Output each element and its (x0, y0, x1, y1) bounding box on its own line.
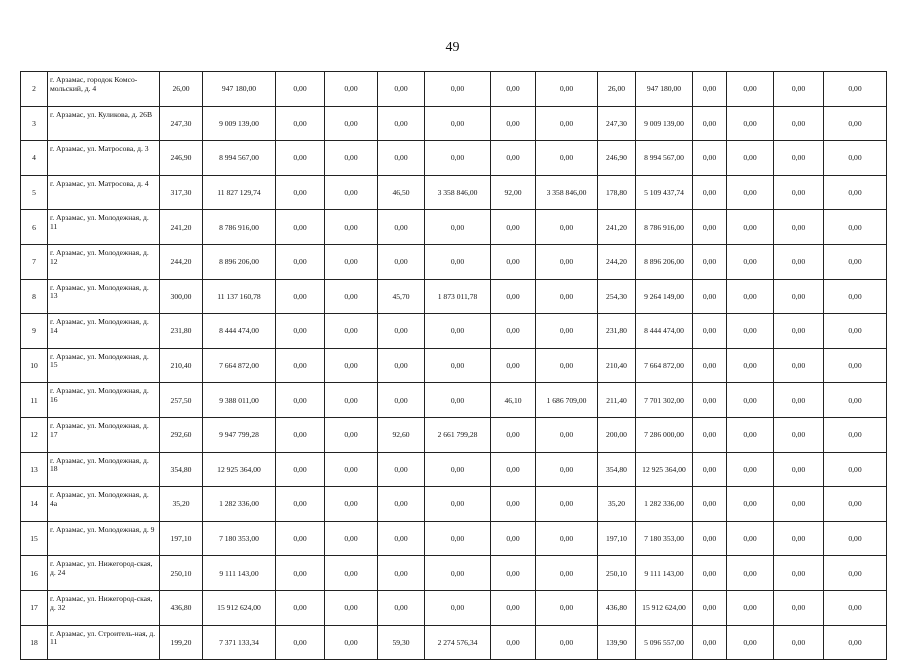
value-cell: 0,00 (727, 383, 774, 418)
value-cell: 0,00 (824, 383, 887, 418)
value-cell: 241,20 (160, 210, 203, 245)
value-cell: 0,00 (727, 452, 774, 487)
row-number: 16 (21, 556, 48, 591)
value-cell: 0,00 (325, 417, 378, 452)
value-cell: 0,00 (325, 521, 378, 556)
value-cell: 0,00 (693, 348, 727, 383)
value-cell: 0,00 (824, 244, 887, 279)
table-row (21, 106, 887, 141)
value-cell: 0,00 (276, 521, 325, 556)
value-cell: 0,00 (425, 383, 491, 418)
table-row (21, 244, 887, 279)
value-cell: 0,00 (536, 141, 598, 176)
value-cell: 0,00 (693, 210, 727, 245)
row-number: 17 (21, 590, 48, 625)
value-cell: 250,10 (160, 556, 203, 591)
row-number: 4 (21, 141, 48, 176)
value-cell: 0,00 (727, 521, 774, 556)
value-cell: 0,00 (693, 556, 727, 591)
value-cell: 0,00 (276, 72, 325, 107)
value-cell: 9 111 143,00 (636, 556, 693, 591)
value-cell: 0,00 (425, 348, 491, 383)
value-cell: 0,00 (536, 590, 598, 625)
value-cell: 0,00 (378, 487, 425, 522)
value-cell: 0,00 (693, 106, 727, 141)
value-cell: 0,00 (824, 556, 887, 591)
value-cell: 0,00 (276, 383, 325, 418)
value-cell: 0,00 (325, 487, 378, 522)
value-cell: 0,00 (536, 417, 598, 452)
value-cell: 0,00 (491, 556, 536, 591)
row-number: 15 (21, 521, 48, 556)
table-row (21, 72, 887, 107)
value-cell: 0,00 (693, 279, 727, 314)
value-cell: 0,00 (824, 314, 887, 349)
table-row (21, 521, 887, 556)
value-cell: 7 664 872,00 (203, 348, 276, 383)
value-cell: 0,00 (536, 452, 598, 487)
value-cell: 0,00 (491, 141, 536, 176)
value-cell: 0,00 (536, 210, 598, 245)
value-cell: 0,00 (727, 314, 774, 349)
value-cell: 0,00 (727, 625, 774, 660)
value-cell: 0,00 (491, 314, 536, 349)
value-cell: 244,20 (598, 244, 636, 279)
value-cell: 0,00 (325, 556, 378, 591)
value-cell: 0,00 (425, 106, 491, 141)
value-cell: 0,00 (774, 590, 824, 625)
value-cell: 26,00 (160, 72, 203, 107)
value-cell: 0,00 (276, 417, 325, 452)
value-cell: 0,00 (727, 141, 774, 176)
value-cell: 0,00 (325, 348, 378, 383)
value-cell: 46,50 (378, 175, 425, 210)
value-cell: 0,00 (325, 625, 378, 660)
value-cell: 0,00 (727, 590, 774, 625)
value-cell: 0,00 (378, 244, 425, 279)
value-cell: 0,00 (824, 452, 887, 487)
value-cell: 0,00 (491, 244, 536, 279)
value-cell: 0,00 (491, 521, 536, 556)
value-cell: 197,10 (598, 521, 636, 556)
value-cell: 7 180 353,00 (203, 521, 276, 556)
value-cell: 9 009 139,00 (203, 106, 276, 141)
address-cell: г. Арзамас, ул. Строитель-ная, д. 11 (48, 625, 160, 660)
value-cell: 0,00 (378, 72, 425, 107)
page-number: 49 (445, 40, 460, 55)
address-cell: г. Арзамас, ул. Молодежная, д. 11 (48, 210, 160, 245)
value-cell: 300,00 (160, 279, 203, 314)
table-row (21, 141, 887, 176)
value-cell: 436,80 (598, 590, 636, 625)
table-row (21, 279, 887, 314)
value-cell: 7 664 872,00 (636, 348, 693, 383)
value-cell: 197,10 (160, 521, 203, 556)
value-cell: 0,00 (276, 556, 325, 591)
value-cell: 0,00 (491, 348, 536, 383)
value-cell: 0,00 (276, 590, 325, 625)
address-cell: г. Арзамас, ул. Молодежная, д. 4а (48, 487, 160, 522)
value-cell: 9 009 139,00 (636, 106, 693, 141)
value-cell: 1 686 709,00 (536, 383, 598, 418)
value-cell: 0,00 (325, 106, 378, 141)
value-cell: 0,00 (774, 279, 824, 314)
address-cell: г. Арзамас, городок Комсо-мольский, д. 4 (48, 72, 160, 107)
value-cell: 11 137 160,78 (203, 279, 276, 314)
value-cell: 0,00 (276, 210, 325, 245)
value-cell: 0,00 (727, 72, 774, 107)
value-cell: 354,80 (598, 452, 636, 487)
value-cell: 0,00 (824, 210, 887, 245)
value-cell: 0,00 (693, 521, 727, 556)
table-row (21, 383, 887, 418)
value-cell: 0,00 (536, 487, 598, 522)
value-cell: 0,00 (693, 72, 727, 107)
value-cell: 1 282 336,00 (203, 487, 276, 522)
table-row (21, 417, 887, 452)
value-cell: 0,00 (325, 244, 378, 279)
value-cell: 0,00 (824, 348, 887, 383)
value-cell: 0,00 (325, 590, 378, 625)
row-number: 12 (21, 417, 48, 452)
row-number: 6 (21, 210, 48, 245)
value-cell: 0,00 (774, 521, 824, 556)
value-cell: 0,00 (378, 210, 425, 245)
value-cell: 292,60 (160, 417, 203, 452)
value-cell: 0,00 (727, 487, 774, 522)
value-cell: 0,00 (693, 314, 727, 349)
value-cell: 0,00 (425, 590, 491, 625)
value-cell: 0,00 (378, 452, 425, 487)
value-cell: 0,00 (491, 72, 536, 107)
table-row (21, 314, 887, 349)
value-cell: 0,00 (727, 175, 774, 210)
value-cell: 0,00 (774, 314, 824, 349)
value-cell: 9 111 143,00 (203, 556, 276, 591)
value-cell: 1 873 011,78 (425, 279, 491, 314)
value-cell: 12 925 364,00 (203, 452, 276, 487)
value-cell: 0,00 (693, 417, 727, 452)
value-cell: 15 912 624,00 (636, 590, 693, 625)
value-cell: 0,00 (491, 590, 536, 625)
address-cell: г. Арзамас, ул. Молодежная, д. 12 (48, 244, 160, 279)
value-cell: 0,00 (325, 383, 378, 418)
value-cell: 11 827 129,74 (203, 175, 276, 210)
value-cell: 0,00 (727, 417, 774, 452)
address-cell: г. Арзамас, ул. Нижегород-ская, д. 32 (48, 590, 160, 625)
value-cell: 0,00 (824, 175, 887, 210)
table-row (21, 452, 887, 487)
value-cell: 0,00 (425, 141, 491, 176)
value-cell: 12 925 364,00 (636, 452, 693, 487)
value-cell: 0,00 (276, 141, 325, 176)
value-cell: 0,00 (824, 106, 887, 141)
value-cell: 0,00 (774, 487, 824, 522)
value-cell: 0,00 (774, 175, 824, 210)
value-cell: 35,20 (160, 487, 203, 522)
value-cell: 0,00 (536, 314, 598, 349)
value-cell: 0,00 (727, 210, 774, 245)
value-cell: 0,00 (536, 348, 598, 383)
value-cell: 0,00 (774, 348, 824, 383)
value-cell: 92,60 (378, 417, 425, 452)
value-cell: 0,00 (774, 141, 824, 176)
value-cell: 0,00 (491, 210, 536, 245)
value-cell: 0,00 (491, 417, 536, 452)
row-number: 9 (21, 314, 48, 349)
value-cell: 0,00 (378, 314, 425, 349)
value-cell: 0,00 (693, 141, 727, 176)
table-body (21, 72, 887, 660)
value-cell: 247,30 (160, 106, 203, 141)
value-cell: 9 264 149,00 (636, 279, 693, 314)
value-cell: 0,00 (727, 556, 774, 591)
value-cell: 26,00 (598, 72, 636, 107)
value-cell: 0,00 (378, 106, 425, 141)
data-table (20, 71, 887, 660)
value-cell: 7 286 000,00 (636, 417, 693, 452)
address-cell: г. Арзамас, ул. Молодежная, д. 15 (48, 348, 160, 383)
address-cell: г. Арзамас, ул. Молодежная, д. 17 (48, 417, 160, 452)
value-cell: 200,00 (598, 417, 636, 452)
value-cell: 246,90 (598, 141, 636, 176)
value-cell: 0,00 (425, 314, 491, 349)
value-cell: 0,00 (774, 106, 824, 141)
value-cell: 0,00 (824, 487, 887, 522)
value-cell: 231,80 (598, 314, 636, 349)
value-cell: 5 096 557,00 (636, 625, 693, 660)
value-cell: 0,00 (774, 417, 824, 452)
value-cell: 139,90 (598, 625, 636, 660)
value-cell: 199,20 (160, 625, 203, 660)
value-cell: 211,40 (598, 383, 636, 418)
value-cell: 0,00 (536, 521, 598, 556)
value-cell: 0,00 (276, 244, 325, 279)
address-cell: г. Арзамас, ул. Молодежная, д. 16 (48, 383, 160, 418)
value-cell: 0,00 (276, 106, 325, 141)
value-cell: 0,00 (425, 210, 491, 245)
row-number: 3 (21, 106, 48, 141)
address-cell: г. Арзамас, ул. Матросова, д. 3 (48, 141, 160, 176)
row-number: 10 (21, 348, 48, 383)
value-cell: 0,00 (425, 72, 491, 107)
value-cell: 0,00 (824, 521, 887, 556)
value-cell: 0,00 (378, 556, 425, 591)
value-cell: 178,80 (598, 175, 636, 210)
value-cell: 0,00 (824, 417, 887, 452)
value-cell: 0,00 (425, 452, 491, 487)
row-number: 2 (21, 72, 48, 107)
value-cell: 2 274 576,34 (425, 625, 491, 660)
value-cell: 0,00 (325, 279, 378, 314)
value-cell: 0,00 (536, 556, 598, 591)
value-cell: 0,00 (325, 452, 378, 487)
value-cell: 5 109 437,74 (636, 175, 693, 210)
address-cell: г. Арзамас, ул. Молодежная, д. 9 (48, 521, 160, 556)
value-cell: 257,50 (160, 383, 203, 418)
value-cell: 1 282 336,00 (636, 487, 693, 522)
value-cell: 0,00 (325, 175, 378, 210)
table-row (21, 625, 887, 660)
value-cell: 0,00 (824, 590, 887, 625)
value-cell: 0,00 (727, 348, 774, 383)
value-cell: 0,00 (276, 452, 325, 487)
value-cell: 0,00 (824, 72, 887, 107)
value-cell: 8 444 474,00 (636, 314, 693, 349)
value-cell: 0,00 (378, 141, 425, 176)
value-cell: 244,20 (160, 244, 203, 279)
value-cell: 947 180,00 (203, 72, 276, 107)
value-cell: 254,30 (598, 279, 636, 314)
value-cell: 0,00 (491, 487, 536, 522)
value-cell: 0,00 (693, 383, 727, 418)
value-cell: 0,00 (536, 244, 598, 279)
table-row (21, 487, 887, 522)
value-cell: 2 661 799,28 (425, 417, 491, 452)
value-cell: 210,40 (598, 348, 636, 383)
value-cell: 0,00 (824, 279, 887, 314)
value-cell: 0,00 (727, 244, 774, 279)
value-cell: 210,40 (160, 348, 203, 383)
value-cell: 35,20 (598, 487, 636, 522)
value-cell: 0,00 (774, 72, 824, 107)
value-cell: 250,10 (598, 556, 636, 591)
value-cell: 0,00 (378, 521, 425, 556)
value-cell: 0,00 (693, 244, 727, 279)
value-cell: 0,00 (693, 590, 727, 625)
address-cell: г. Арзамас, ул. Молодежная, д. 18 (48, 452, 160, 487)
value-cell: 45,70 (378, 279, 425, 314)
value-cell: 9 947 799,28 (203, 417, 276, 452)
value-cell: 0,00 (378, 348, 425, 383)
row-number: 13 (21, 452, 48, 487)
value-cell: 247,30 (598, 106, 636, 141)
value-cell: 0,00 (693, 625, 727, 660)
row-number: 18 (21, 625, 48, 660)
value-cell: 15 912 624,00 (203, 590, 276, 625)
value-cell: 8 444 474,00 (203, 314, 276, 349)
value-cell: 0,00 (276, 487, 325, 522)
value-cell: 0,00 (425, 487, 491, 522)
value-cell: 7 701 302,00 (636, 383, 693, 418)
value-cell: 8 896 206,00 (636, 244, 693, 279)
value-cell: 0,00 (491, 625, 536, 660)
table-row (21, 210, 887, 245)
value-cell: 0,00 (774, 556, 824, 591)
value-cell: 0,00 (774, 452, 824, 487)
value-cell: 0,00 (425, 244, 491, 279)
value-cell: 0,00 (491, 279, 536, 314)
table-row (21, 175, 887, 210)
row-number: 5 (21, 175, 48, 210)
value-cell: 0,00 (325, 314, 378, 349)
value-cell: 947 180,00 (636, 72, 693, 107)
value-cell: 0,00 (693, 487, 727, 522)
row-number: 7 (21, 244, 48, 279)
value-cell: 0,00 (536, 106, 598, 141)
value-cell: 8 994 567,00 (636, 141, 693, 176)
value-cell: 0,00 (774, 625, 824, 660)
value-cell: 246,90 (160, 141, 203, 176)
value-cell: 0,00 (425, 521, 491, 556)
value-cell: 241,20 (598, 210, 636, 245)
value-cell: 0,00 (536, 72, 598, 107)
value-cell: 0,00 (276, 314, 325, 349)
value-cell: 0,00 (325, 210, 378, 245)
value-cell: 0,00 (727, 279, 774, 314)
value-cell: 8 786 916,00 (636, 210, 693, 245)
table-row (21, 556, 887, 591)
value-cell: 3 358 846,00 (536, 175, 598, 210)
value-cell: 231,80 (160, 314, 203, 349)
value-cell: 0,00 (491, 106, 536, 141)
table-row (21, 590, 887, 625)
value-cell: 0,00 (774, 244, 824, 279)
value-cell: 354,80 (160, 452, 203, 487)
value-cell: 0,00 (276, 625, 325, 660)
value-cell: 0,00 (774, 210, 824, 245)
value-cell: 0,00 (693, 452, 727, 487)
value-cell: 46,10 (491, 383, 536, 418)
value-cell: 0,00 (536, 625, 598, 660)
value-cell: 59,30 (378, 625, 425, 660)
value-cell: 8 896 206,00 (203, 244, 276, 279)
value-cell: 0,00 (276, 175, 325, 210)
value-cell: 436,80 (160, 590, 203, 625)
value-cell: 0,00 (536, 279, 598, 314)
value-cell: 3 358 846,00 (425, 175, 491, 210)
value-cell: 317,30 (160, 175, 203, 210)
value-cell: 0,00 (378, 590, 425, 625)
address-cell: г. Арзамас, ул. Молодежная, д. 14 (48, 314, 160, 349)
value-cell: 0,00 (325, 72, 378, 107)
row-number: 11 (21, 383, 48, 418)
value-cell: 8 994 567,00 (203, 141, 276, 176)
value-cell: 0,00 (824, 625, 887, 660)
row-number: 8 (21, 279, 48, 314)
value-cell: 0,00 (491, 452, 536, 487)
value-cell: 0,00 (276, 279, 325, 314)
value-cell: 0,00 (425, 556, 491, 591)
value-cell: 7 371 133,34 (203, 625, 276, 660)
table-row (21, 348, 887, 383)
value-cell: 0,00 (824, 141, 887, 176)
address-cell: г. Арзамас, ул. Матросова, д. 4 (48, 175, 160, 210)
address-cell: г. Арзамас, ул. Нижегород-ская, д. 24 (48, 556, 160, 591)
value-cell: 0,00 (693, 175, 727, 210)
row-number: 14 (21, 487, 48, 522)
value-cell: 9 388 011,00 (203, 383, 276, 418)
address-cell: г. Арзамас, ул. Куликова, д. 26В (48, 106, 160, 141)
value-cell: 0,00 (774, 383, 824, 418)
value-cell: 92,00 (491, 175, 536, 210)
value-cell: 0,00 (378, 383, 425, 418)
value-cell: 8 786 916,00 (203, 210, 276, 245)
value-cell: 0,00 (276, 348, 325, 383)
value-cell: 7 180 353,00 (636, 521, 693, 556)
value-cell: 0,00 (325, 141, 378, 176)
value-cell: 0,00 (727, 106, 774, 141)
address-cell: г. Арзамас, ул. Молодежная, д. 13 (48, 279, 160, 314)
